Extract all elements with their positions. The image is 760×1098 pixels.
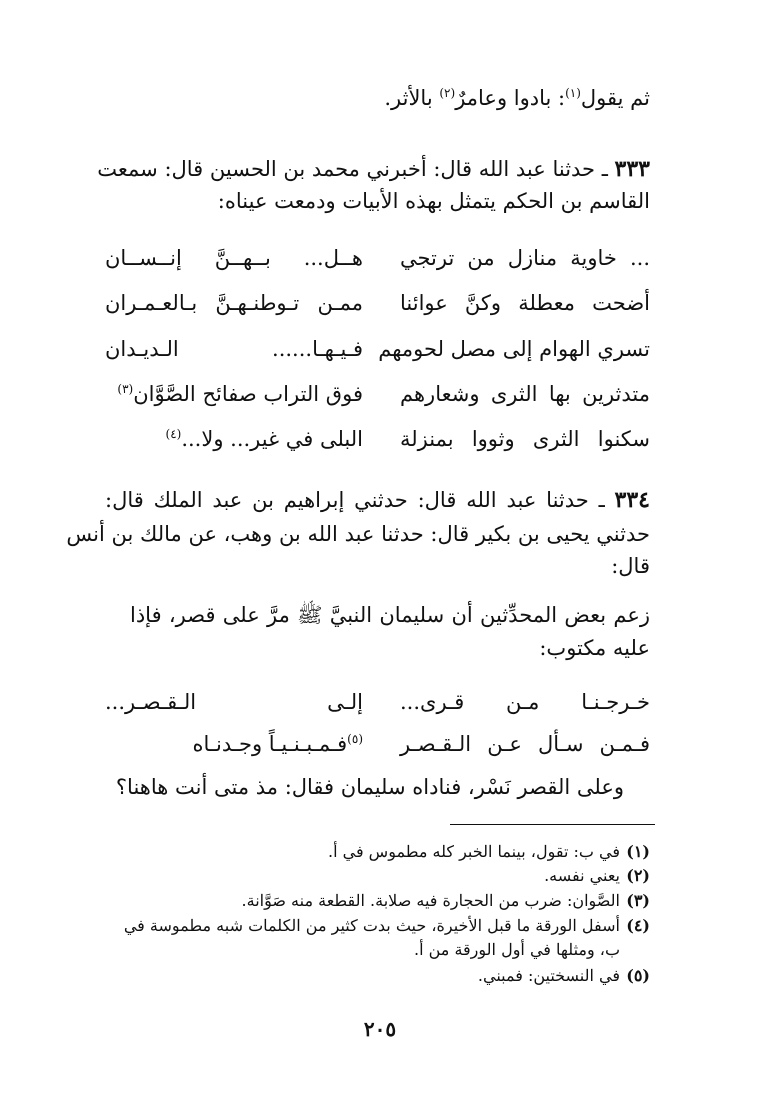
footnote-3 <box>105 889 650 913</box>
narration-334-line2: حدثني يحيى بن بكير قال: حدثنا عبد الله بن وهب، عن مالك بن أنس <box>66 522 650 546</box>
narration-334-para-line2: عليه مكتوب: <box>539 636 650 660</box>
footnote-1 <box>105 840 650 864</box>
intro-text: بالأثر. <box>384 86 440 110</box>
intro-line <box>105 83 650 113</box>
footnote-separator <box>450 824 655 825</box>
narration-334-line3: قال: <box>611 554 650 578</box>
intro-text: ثم يقول <box>580 86 650 110</box>
verse-line <box>105 334 650 364</box>
verse-second-hemistich: إلـى الـقـصـر... <box>105 690 363 714</box>
footnote-2 <box>105 864 650 888</box>
verse-text: فـمـبـنـيـاً وجـدنـاه <box>192 732 348 756</box>
footnote-number: (٣) <box>626 891 650 910</box>
narration-text: ـ حدثنا عبد الله قال: أخبرني محمد بن الحسين قال: سمعت <box>97 157 615 181</box>
footnote-ref[interactable]: (٣) <box>117 382 134 396</box>
footnote-number: (٥) <box>626 966 650 985</box>
verse-second-hemistich <box>105 729 363 759</box>
verse-line <box>105 288 650 318</box>
verse-line <box>105 243 650 273</box>
verse-second-hemistich <box>105 424 363 454</box>
footnote-number: (٢) <box>626 866 650 885</box>
footnote-ref[interactable]: (٤) <box>165 427 182 441</box>
footnote-ref[interactable]: (١) <box>565 86 581 100</box>
narration-number: ٣٣٤ <box>614 487 650 513</box>
verse-first-hemistich: تسري الهوام إلى مصل لحومهم <box>378 337 650 361</box>
verse-line <box>105 424 650 454</box>
narration-333-line1 <box>97 154 650 184</box>
narration-334-para-line1: زعم بعض المحدِّثين أن سليمان النبيَّ ﷺ مرَّ على قصر، فإذا <box>130 603 650 627</box>
verse-first-hemistich: خـرجـنـا مـن قـرى... <box>400 690 650 714</box>
verse-second-hemistich: هــل... بــهــنَّ إنــســان <box>105 246 363 270</box>
page-number: ٢٠٥ <box>363 1017 397 1041</box>
verse-line <box>105 729 650 759</box>
footnote-text: أسفل الورقة ما قبل الأخيرة، حيث بدت كثير من الكلمات شبه مطموسة في <box>123 916 620 935</box>
closing-line: وعلى القصر نَسْر، فناداه سليمان فقال: مذ متى أنت هاهنا؟ <box>115 775 624 799</box>
footnote-ref[interactable]: (٥) <box>347 732 363 746</box>
verse-first-hemistich: أضحت معطلة وكنَّ عوائنا <box>400 291 650 315</box>
footnote-text: يعني نفسه. <box>544 866 620 885</box>
footnote-4 <box>105 914 650 938</box>
verse-second-hemistich: فـيـهـا...... الـديـدان <box>105 337 363 361</box>
verse-line <box>105 379 650 409</box>
footnote-4-continued: ب، ومثلها في أول الورقة من أ. <box>413 940 620 959</box>
footnote-ref[interactable]: (٢) <box>439 86 456 100</box>
narration-text: ـ حدثنا عبد الله قال: حدثني إبراهيم بن عبد الملك قال: <box>105 488 615 512</box>
footnote-text: في ب: تقول، بينما الخبر كله مطموس في أ. <box>327 842 620 861</box>
verse-second-hemistich <box>105 379 363 409</box>
intro-text: : بادوا وعامرٌ <box>455 86 566 110</box>
footnote-number: (١) <box>626 842 650 861</box>
verse-first-hemistich: فـمـن سـأل عـن الـقـصـر <box>400 732 650 756</box>
footnote-5 <box>105 964 650 988</box>
verse-first-hemistich: سكنوا الثرى وثووا بمنزلة <box>400 427 650 451</box>
verse-second-hemistich: ممـن تـوطنـهـنَّ بـالعـمـران <box>105 291 363 315</box>
verse-first-hemistich: ... خاوية منازل من ترتجي <box>400 246 650 270</box>
footnote-text: في النسختين: فمبني. <box>477 966 620 985</box>
footnote-number: (٤) <box>626 916 650 935</box>
verse-text: البلى في غير... ولا... <box>181 427 363 451</box>
narration-334-line1 <box>105 485 650 515</box>
footnote-text: الصَّوان: ضرب من الحجارة فيه صلابة. القطعة منه صَوَّانة. <box>241 891 620 910</box>
verse-text: فوق التراب صفائح الصَّوَّان <box>133 382 363 406</box>
verse-first-hemistich: متدثرين بها الثرى وشعارهم <box>400 382 650 406</box>
narration-number: ٣٣٣ <box>614 156 650 182</box>
verse-line <box>105 687 650 717</box>
narration-333-line2: القاسم بن الحكم يتمثل بهذه الأبيات ودمعت عيناه: <box>217 189 650 213</box>
